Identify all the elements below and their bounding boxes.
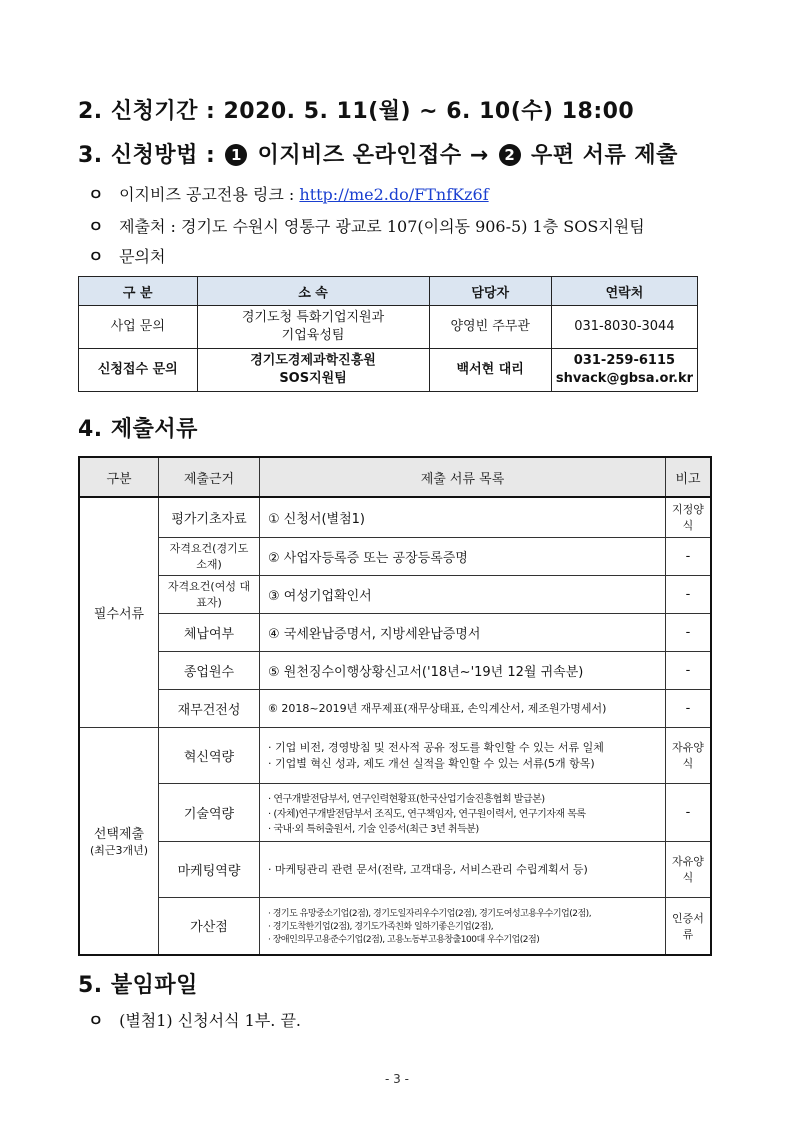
bullet-submit-address xyxy=(88,214,645,237)
table-row xyxy=(79,689,711,727)
section-2-title: 2. 신청기간 : 2020. 5. 11(월) ~ 6. 10(수) 18:00 xyxy=(78,99,635,124)
bullet-mark: ㅇ xyxy=(88,185,104,204)
note: - xyxy=(666,651,712,689)
bullet-link xyxy=(88,182,489,205)
list-item: · (자체)연구개발전담부서 조직도, 연구책임자, 연구원이력서, 연구기자재 목록 xyxy=(268,808,586,820)
doc xyxy=(260,783,666,841)
page-number: - 3 - xyxy=(385,1072,409,1086)
list-item: · 기업별 혁신 성과, 제도 개선 실적을 확인할 수 있는 서류(5개 항목) xyxy=(268,757,595,770)
header-note: 비고 xyxy=(666,457,712,497)
step-1-label: 이지비즈 온라인접수 xyxy=(257,143,462,168)
table-row xyxy=(79,651,711,689)
basis: 기술역량 xyxy=(159,783,260,841)
group-required: 필수서류 xyxy=(79,497,159,727)
section-3-prefix: 3. 신청방법 : xyxy=(78,143,216,168)
basis: 체납여부 xyxy=(159,613,260,651)
note: 자유양식 xyxy=(666,727,712,783)
list-item: · 연구개발전담부서, 연구인력현황표(한국산업기술진흥협회 발급본) xyxy=(268,793,545,805)
doc xyxy=(260,897,666,955)
note: - xyxy=(666,575,712,613)
list-item: · 마케팅관리 관련 문서(전략, 고객대응, 서비스관리 수립계획서 등) xyxy=(268,863,588,876)
table-row xyxy=(79,497,711,537)
table-row xyxy=(79,537,711,575)
basis: 자격요건(여성 대표자) xyxy=(159,575,260,613)
documents-table xyxy=(78,456,712,956)
group-optional-title: 선택제출 xyxy=(93,827,145,843)
basis: 재무건전성 xyxy=(159,689,260,727)
org-line-2: 기업육성팀 xyxy=(281,328,345,343)
table-row xyxy=(79,575,711,613)
org-line-1: 경기도청 특화기업지원과 xyxy=(241,310,385,325)
section-5-title: 5. 붙임파일 xyxy=(78,973,198,998)
doc: ③ 여성기업확인서 xyxy=(260,575,666,613)
basis: 평가기초자료 xyxy=(159,497,260,537)
table-row xyxy=(79,306,698,349)
note: 자유양식 xyxy=(666,841,712,897)
basis: 자격요건(경기도 소재) xyxy=(159,537,260,575)
list-item: · 장애인의무고용준수기업(2점), 고용노동부고용창출100대 우수기업(2점) xyxy=(268,935,540,946)
submit-address: 제출처 : 경기도 수원시 영통구 광교로 107(이의동 906-5) 1층 SOS지원팀 xyxy=(119,217,645,236)
header-person: 담당자 xyxy=(429,277,551,306)
header-org: 소 속 xyxy=(197,277,429,306)
doc: ⑥ 2018~2019년 재무제표(재무상태표, 손익계산서, 제조원가명세서) xyxy=(260,689,666,727)
row-person: 양영빈 주무관 xyxy=(429,306,551,349)
org-line-2: SOS지원팀 xyxy=(279,371,347,386)
contact-table xyxy=(78,276,698,392)
basis: 종업원수 xyxy=(159,651,260,689)
bullet-mark: ㅇ xyxy=(88,247,104,266)
doc: ⑤ 원천징수이행상황신고서('18년~'19년 12월 귀속분) xyxy=(260,651,666,689)
note: - xyxy=(666,783,712,841)
section-3-title xyxy=(78,138,678,169)
list-item: · 기업 비전, 경영방침 및 전사적 공유 정도를 확인할 수 있는 서류 일체 xyxy=(268,741,604,754)
bullet-contact xyxy=(88,244,165,267)
doc: ② 사업자등록증 또는 공장등록증명 xyxy=(260,537,666,575)
note: - xyxy=(666,689,712,727)
table-row xyxy=(79,841,711,897)
table-row xyxy=(79,349,698,392)
arrow-icon: → xyxy=(469,143,489,168)
note: 인증서류 xyxy=(666,897,712,955)
header-type: 구 분 xyxy=(79,277,198,306)
basis: 혁신역량 xyxy=(159,727,260,783)
bullet-mark: ㅇ xyxy=(88,217,104,236)
table-row xyxy=(79,613,711,651)
bullet-attachment xyxy=(88,1008,301,1031)
header-phone: 연락처 xyxy=(551,277,697,306)
note: - xyxy=(666,613,712,651)
row-phone xyxy=(551,349,697,392)
doc: ④ 국세완납증명서, 지방세완납증명서 xyxy=(260,613,666,651)
link-label: 이지비즈 공고전용 링크 : xyxy=(119,185,300,204)
list-item: · 경기도 유망중소기업(2점), 경기도일자리우수기업(2점), 경기도여성고용우수기업(2점), xyxy=(268,909,592,920)
contact-label: 문의처 xyxy=(119,247,166,266)
section-4-title: 4. 제출서류 xyxy=(78,417,198,442)
row-type: 사업 문의 xyxy=(79,306,198,349)
row-type: 신청접수 문의 xyxy=(79,349,198,392)
email[interactable]: shvack@gbsa.or.kr xyxy=(555,371,693,386)
step-2-label: 우편 서류 제출 xyxy=(531,143,678,168)
row-org xyxy=(197,306,429,349)
org-line-1: 경기도경제과학진흥원 xyxy=(250,353,376,368)
doc xyxy=(260,727,666,783)
table-row xyxy=(79,783,711,841)
row-org xyxy=(197,349,429,392)
basis: 마케팅역량 xyxy=(159,841,260,897)
group-optional-sub: (최근3개년) xyxy=(89,844,149,858)
list-item: · 국내·외 특허출원서, 기술 인증서(최근 3년 취득분) xyxy=(268,823,479,835)
group-optional xyxy=(79,727,159,955)
header-group: 구분 xyxy=(79,457,159,497)
attachment-text: (별첨1) 신청서식 1부. 끝. xyxy=(119,1011,302,1030)
table-row xyxy=(79,727,711,783)
step-1-badge: 1 xyxy=(225,144,247,166)
note: 지정양식 xyxy=(666,497,712,537)
step-2-badge: 2 xyxy=(499,144,521,166)
header-basis: 제출근거 xyxy=(159,457,260,497)
bullet-mark: ㅇ xyxy=(88,1011,104,1030)
doc xyxy=(260,841,666,897)
row-person: 백서현 대리 xyxy=(429,349,551,392)
list-item: · 경기도착한기업(2점), 경기도가족친화 일하기좋은기업(2점), xyxy=(268,922,494,933)
phone: 031-259-6115 xyxy=(573,353,676,368)
notice-link[interactable]: http://me2.do/FTnfKz6f xyxy=(299,185,489,204)
table-row xyxy=(79,897,711,955)
row-phone: 031-8030-3044 xyxy=(551,306,697,349)
doc: ① 신청서(별첨1) xyxy=(260,497,666,537)
note: - xyxy=(666,537,712,575)
basis: 가산점 xyxy=(159,897,260,955)
header-doc-list: 제출 서류 목록 xyxy=(260,457,666,497)
